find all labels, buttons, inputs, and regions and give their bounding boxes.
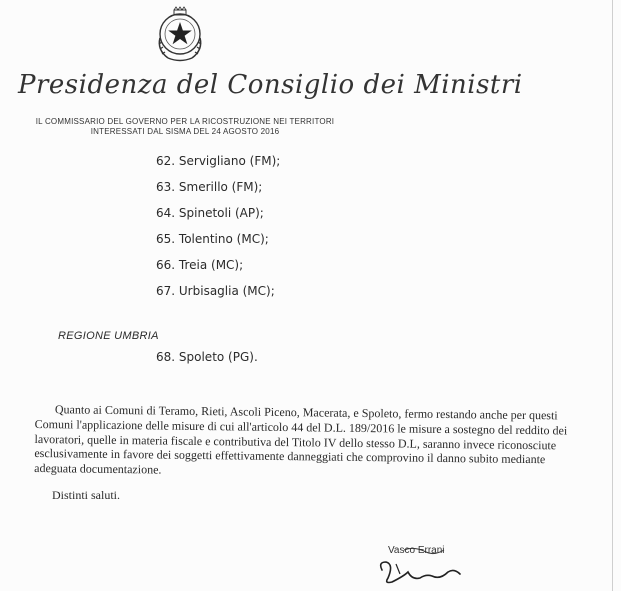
scan-edge-divider: [612, 0, 613, 591]
republic-emblem-icon: [154, 6, 206, 64]
list-item: 66. Treia (MC);: [156, 258, 244, 272]
commissioner-subtitle: [30, 117, 340, 137]
closing-salutation: Distinti saluti.: [52, 488, 121, 502]
signer-name: Vasco Errani: [388, 545, 445, 556]
commissioner-line-2: INTERESSATI DAL SISMA DEL 24 AGOSTO 2016: [90, 127, 280, 136]
commissioner-line-1: IL COMMISSARIO DEL GOVERNO PER LA RICOSTRUZIONE NEI TERRITORI: [35, 117, 335, 126]
region-heading: REGIONE UMBRIA: [58, 330, 159, 342]
office-heading: Presidenza del Consiglio dei Ministri: [18, 70, 523, 100]
region-municipality-list: [156, 347, 258, 367]
list-item: 65. Tolentino (MC);: [156, 232, 269, 246]
list-item: 62. Servigliano (FM);: [156, 154, 281, 168]
handwritten-signature-icon: [374, 540, 474, 588]
list-item: 63. Smerillo (FM);: [156, 180, 263, 194]
list-item: 64. Spinetoli (AP);: [156, 206, 264, 220]
municipality-list: [156, 151, 280, 307]
list-item: 67. Urbisaglia (MC);: [156, 284, 275, 298]
body-paragraph: Quanto ai Comuni di Teramo, Rieti, Ascoli Piceno, Macerata, e Spoleto, fermo restando anche per questi Comuni l'applicazione delle misure di cui all'articolo 44 del D.L. 189/2016 le misure a sostegno del reddito dei lavoratori, quelle in materia fiscale e contributiva del Titolo IV dello stesso D.L, saranno invece riconosciute esclusivamente in favore dei soggetti effettivamente danneggiati che comprovino il danno subito mediante adeguata documentazione.: [34, 402, 568, 477]
list-item: 68. Spoleto (PG).: [156, 350, 258, 364]
